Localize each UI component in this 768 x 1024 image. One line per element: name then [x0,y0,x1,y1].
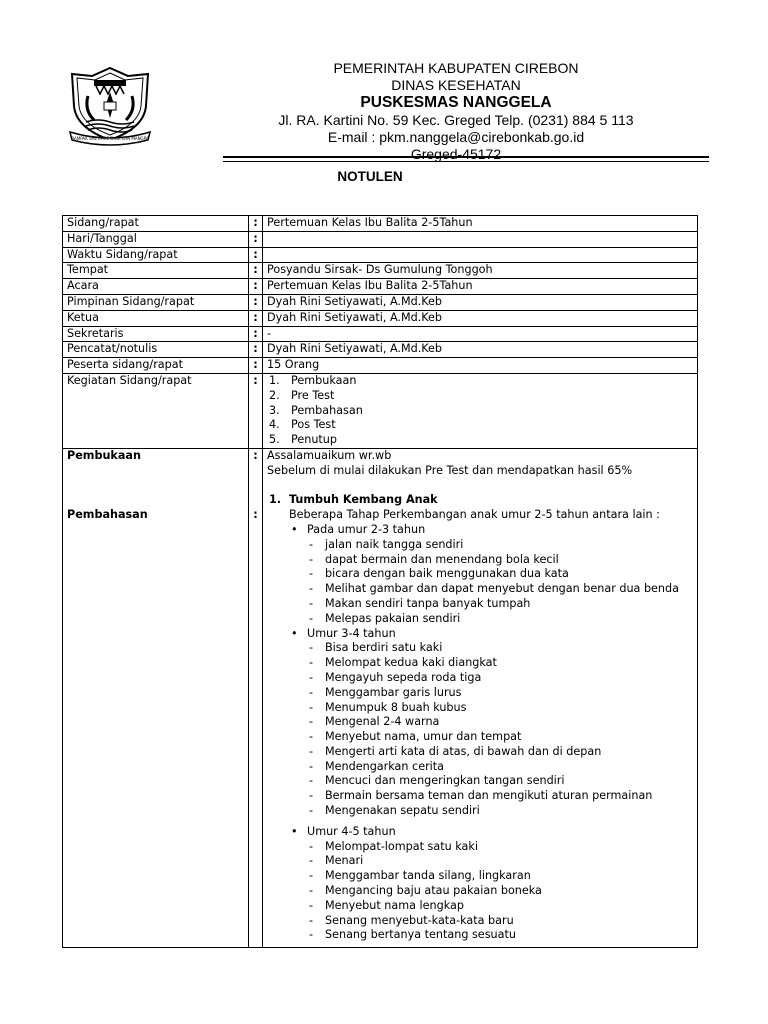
milestone-item: - Melompat-lompat satu kaki [309,839,478,853]
row-label: Kegiatan Sidang/rapat [63,373,249,448]
age-group-heading: • Pada umur 2-3 tahun [291,522,426,536]
row-label: Waktu Sidang/rapat [63,247,249,263]
row-label: Peserta sidang/rapat [63,358,249,374]
table-row [63,294,698,310]
milestone-item: - Mencuci dan mengeringkan tangan sendiri [309,774,565,788]
row-label: Tempat [63,263,249,279]
letterhead-city: Greged-45172 [410,146,502,162]
row-colon: : [249,342,263,358]
row-label: Acara [63,279,249,295]
content-body [263,448,698,947]
bullet-icon: • [291,626,298,640]
table-row [63,279,698,295]
milestone-item: - Senang bertanya tentang sesuatu [309,928,516,942]
row-value: Dyah Rini Setiyawati, A.Md.Keb [263,294,698,310]
milestone-item: - bicara dengan baik menggunakan dua kata [309,567,569,581]
age-group-heading: • Umur 4-5 tahun [291,824,396,838]
letterhead-email: E-mail : pkm.nanggela@cirebonkab.go.id [327,129,585,145]
row-value: Pertemuan Kelas Ibu Balita 2-5Tahun [263,279,698,295]
letterhead [236,60,676,163]
milestone-item: - Menggambar garis lurus [309,685,462,699]
section-title: Tumbuh Kembang Anak [289,493,438,507]
content-colons: : : [249,448,263,947]
section-intro: Beberapa Tahap Perkembangan anak umur 2-5 tahun antara lain : [289,508,660,522]
row-value [263,247,698,263]
table-row [63,310,698,326]
agenda-item: 5. Penutup [269,433,337,447]
row-label: Sidang/rapat [63,216,249,232]
milestone-item: - Melepas pakaian sendiri [309,611,461,625]
milestone-item: - Bermain bersama teman dan mengikuti aturan permainan [309,789,653,803]
milestone-item: - Makan sendiri tanpa banyak tumpah [309,596,531,610]
milestone-item: - Menyebut nama lengkap [309,898,464,912]
milestone-item: - Menari [309,854,364,868]
milestone-item: - Melihat gambar dan dapat menyebut dengan benar dua benda [309,582,679,596]
table-row [63,326,698,342]
row-colon: : [249,279,263,295]
row-value: Pertemuan Kelas Ibu Balita 2-5Tahun [263,216,698,232]
row-value [263,231,698,247]
milestone-item: - dapat bermain dan menendang bola kecil [309,552,559,566]
cirebon-regency-logo [68,66,152,146]
row-label: Sekretaris [63,326,249,342]
bullet-icon: • [291,824,298,838]
table-row-content [63,448,698,947]
row-colon: : [249,247,263,263]
row-value: Posyandu Sirsak- Ds Gumulung Tonggoh [263,263,698,279]
agenda-item: 1. Pembukaan [269,373,357,387]
table-row [63,263,698,279]
row-label: Pimpinan Sidang/rapat [63,294,249,310]
header-rule-thin [223,161,709,162]
row-colon: : [249,231,263,247]
milestone-item: - Mengayuh sepeda roda tiga [309,670,482,684]
agenda-list [267,374,693,448]
milestone-item: - Melompat kedua kaki diangkat [309,656,497,670]
table-row [63,231,698,247]
table-row [63,216,698,232]
letterhead-puskesmas: PUSKESMAS NANGGELA [360,94,552,111]
table-row [63,247,698,263]
agenda-item: 2. Pre Test [269,388,335,402]
milestone-item: - Bisa berdiri satu kaki [309,641,443,655]
table-row [63,342,698,358]
svg-text:RAMPAK SAE CARE DUGI KAN MANGP: RAMPAK SAE CARE DUGI KAN MANGPA [71,136,149,141]
row-colon: : [249,294,263,310]
bullet-icon: • [291,522,298,536]
pembukaan-label: Pembukaan [67,448,141,462]
section-heading: 1. Tumbuh Kembang Anak [269,493,438,507]
row-colon: : [249,326,263,342]
row-value: Dyah Rini Setiyawati, A.Md.Keb [263,310,698,326]
milestone-item: - Mengancing baju atau pakaian boneka [309,884,542,898]
milestone-item: - Mengenal 2-4 warna [309,715,440,729]
row-label: Hari/Tanggal [63,231,249,247]
letterhead-address: Jl. RA. Kartini No. 59 Kec. Greged Telp. (0231) 884 5 113 [278,112,634,128]
minutes-table [62,215,698,948]
milestone-item: - Menggambar tanda silang, lingkaran [309,869,531,883]
row-label: Pencatat/notulis [63,342,249,358]
row-colon: : [249,216,263,232]
row-value: Dyah Rini Setiyawati, A.Md.Keb [263,342,698,358]
content-labels [63,448,249,947]
agenda-item: 3. Pembahasan [269,403,363,417]
milestone-item: - Senang menyebut-kata-kata baru [309,913,514,927]
age-group-heading: • Umur 3-4 tahun [291,626,396,640]
row-colon: : [249,310,263,326]
milestone-item: - jalan naik tangga sendiri [309,537,464,551]
header-rule-thick [223,156,709,158]
development-groups [267,523,693,943]
pembahasan-label: Pembahasan [67,508,148,522]
pembukaan-line-2: Sebelum di mulai dilakukan Pre Test dan mendapatkan hasil 65% [267,463,633,477]
letterhead-government: PEMERINTAH KABUPATEN CIREBON [333,60,579,76]
document-title: NOTULEN [337,169,403,184]
row-colon: : [249,263,263,279]
pembukaan-line-1: Assalamuaikum wr.wb [267,448,392,462]
table-row-kegiatan [63,373,698,448]
milestone-item: - Mendengarkan cerita [309,759,445,773]
row-colon: : [249,358,263,374]
milestone-item: - Menumpuk 8 buah kubus [309,700,467,714]
agenda-item: 4. Pos Test [269,418,336,432]
milestone-item: - Mengenakan sepatu sendiri [309,804,480,818]
row-colon: : [249,373,263,448]
letterhead-department: DINAS KESEHATAN [391,77,521,93]
milestone-item: - Mengerti arti kata di atas, di bawah dan di depan [309,744,602,758]
table-row [63,358,698,374]
milestone-item: - Menyebut nama, umur dan tempat [309,730,522,744]
agenda-list-cell [263,373,698,448]
row-value: 15 Orang [263,358,698,374]
row-label: Ketua [63,310,249,326]
row-value: - [263,326,698,342]
